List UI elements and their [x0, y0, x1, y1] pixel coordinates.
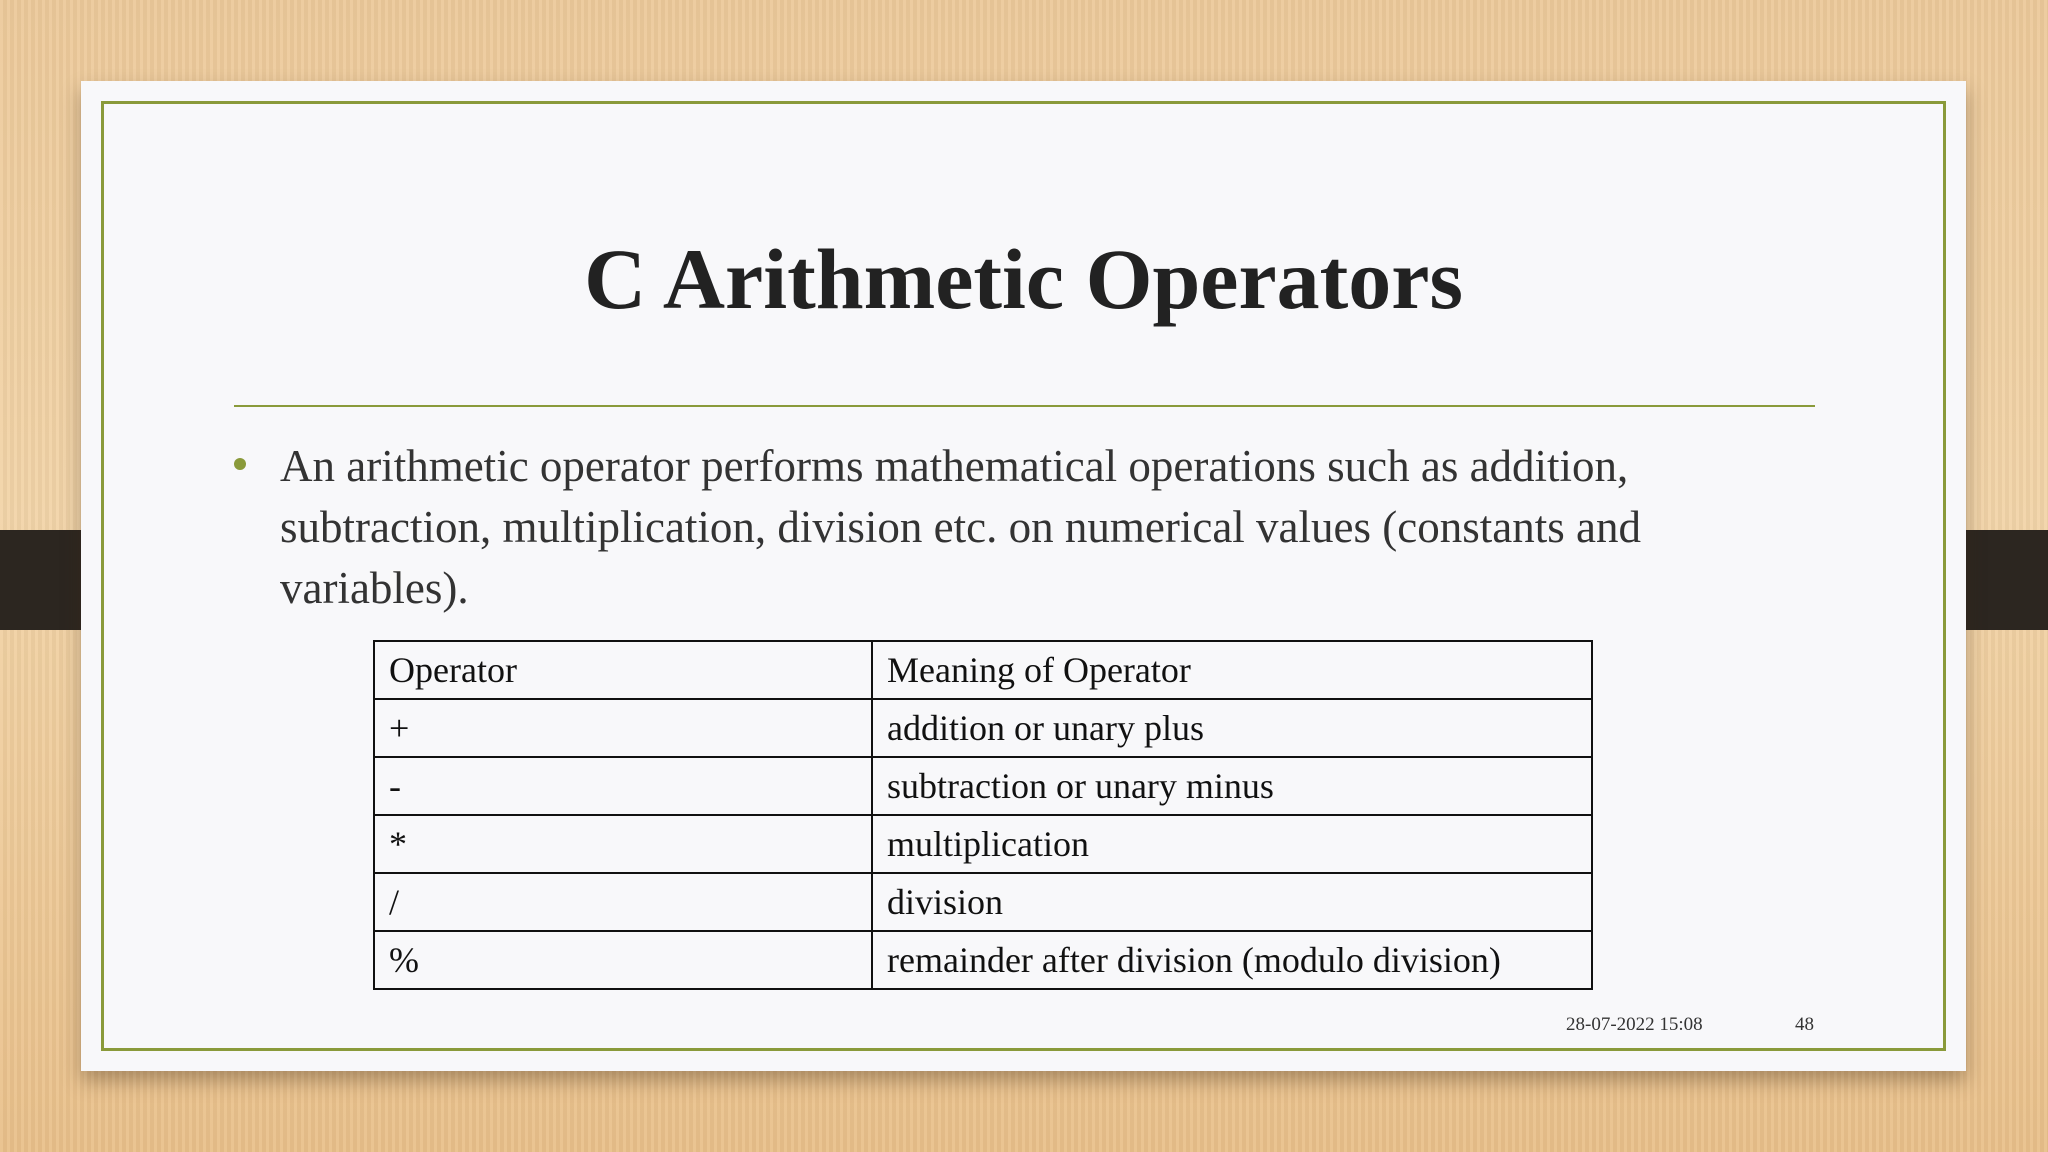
footer-date: 28-07-2022 15:08 — [1566, 1014, 1703, 1035]
meaning-cell: addition or unary plus — [872, 699, 1592, 757]
table-row — [374, 757, 1592, 815]
table-row — [374, 815, 1592, 873]
operator-cell: % — [374, 931, 872, 989]
bullet-text: An arithmetic operator performs mathematical operations such as addition, subtraction, multiplication, division etc. on numerical values (constants and variables). — [280, 441, 1641, 613]
title-divider — [234, 405, 1815, 407]
meaning-cell: division — [872, 873, 1592, 931]
meaning-cell: remainder after division (modulo division) — [872, 931, 1592, 989]
operator-cell: / — [374, 873, 872, 931]
slide-title: C Arithmetic Operators — [584, 231, 1463, 327]
operator-cell: - — [374, 757, 872, 815]
bullet-dot-icon — [234, 458, 246, 470]
table-header-row — [374, 641, 1592, 699]
table-row — [374, 699, 1592, 757]
slide-number: 48 — [1795, 1014, 1814, 1035]
table-row — [374, 931, 1592, 989]
operators-table — [373, 640, 1593, 990]
header-meaning: Meaning of Operator — [872, 641, 1592, 699]
operator-cell: * — [374, 815, 872, 873]
meaning-cell: multiplication — [872, 815, 1592, 873]
header-operator: Operator — [374, 641, 872, 699]
slide — [81, 81, 1966, 1071]
table-row — [374, 873, 1592, 931]
operator-cell: + — [374, 699, 872, 757]
bullet-item — [234, 436, 1834, 619]
meaning-cell: subtraction or unary minus — [872, 757, 1592, 815]
